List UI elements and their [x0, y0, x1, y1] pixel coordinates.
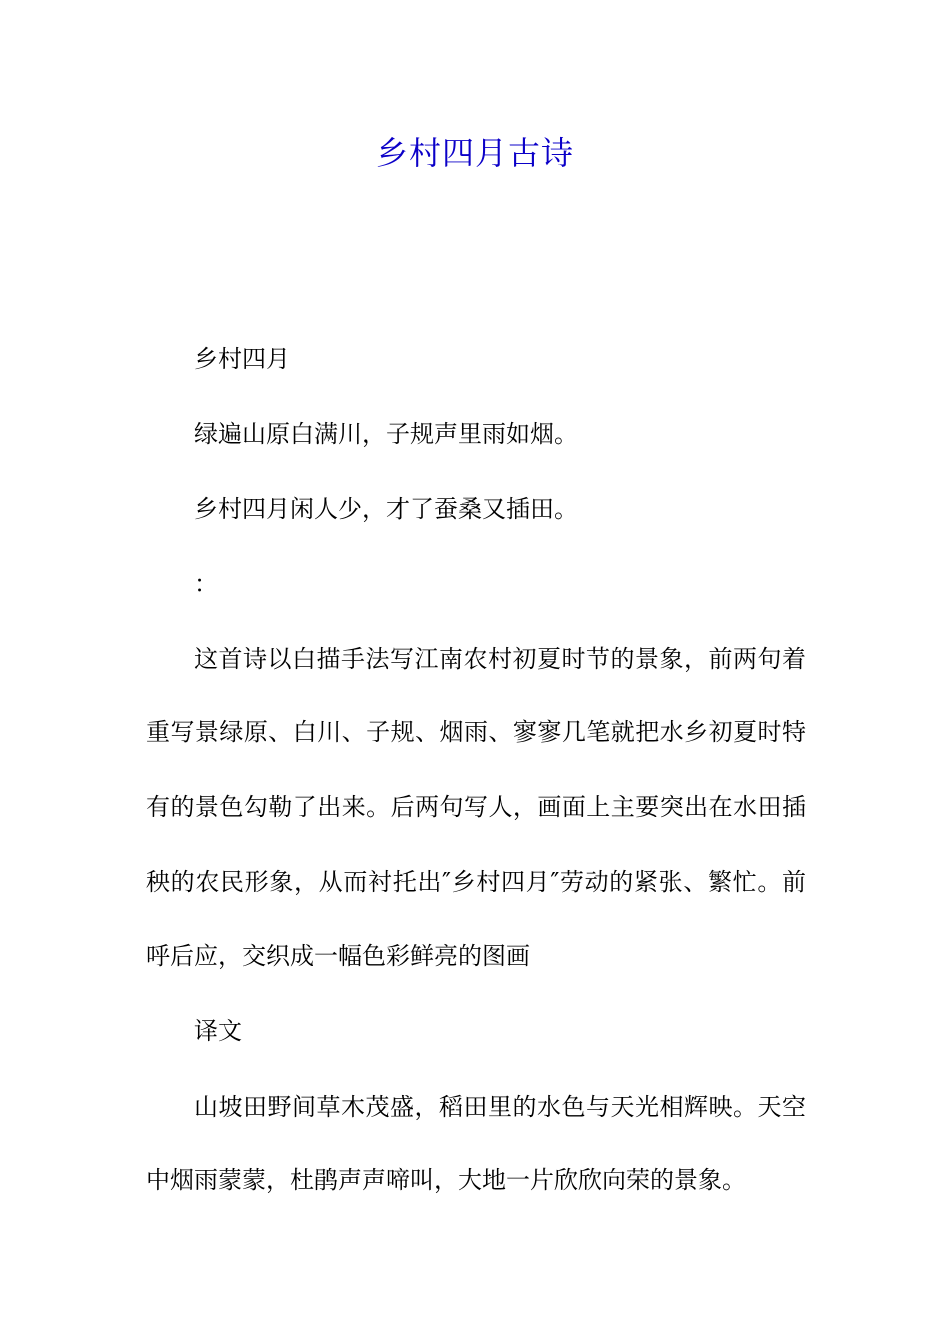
translation-line-2: 中烟雨蒙蒙，杜鹃声声啼叫，大地一片欣欣向荣的景象。 — [146, 1166, 746, 1194]
analysis-line-5: 呼后应，交织成一幅色彩鲜亮的图画 — [146, 942, 530, 970]
translation-line-1: 山坡田野间草木茂盛，稻田里的水色与天光相辉映。天空 — [194, 1093, 806, 1121]
note-marker: ： — [194, 570, 218, 598]
poem-line-2: 乡村四月闲人少，才了蚕桑又插田。 — [194, 495, 578, 523]
poem-line-1: 绿遍山原白满川，子规声里雨如烟。 — [194, 420, 578, 448]
analysis-line-2: 重写景绿原、白川、子规、烟雨、寥寥几笔就把水乡初夏时特 — [146, 718, 806, 746]
poem-heading: 乡村四月 — [194, 345, 290, 373]
analysis-line-1: 这首诗以白描手法写江南农村初夏时节的景象，前两句着 — [194, 645, 806, 673]
translation-heading: 译文 — [194, 1017, 242, 1045]
analysis-line-4: 秧的农民形象，从而衬托出″乡村四月″劳动的紧张、繁忙。前 — [146, 868, 806, 896]
document-title: 乡村四月古诗 — [375, 134, 574, 172]
analysis-line-3: 有的景色勾勒了出来。后两句写人，画面上主要突出在水田插 — [146, 793, 806, 821]
